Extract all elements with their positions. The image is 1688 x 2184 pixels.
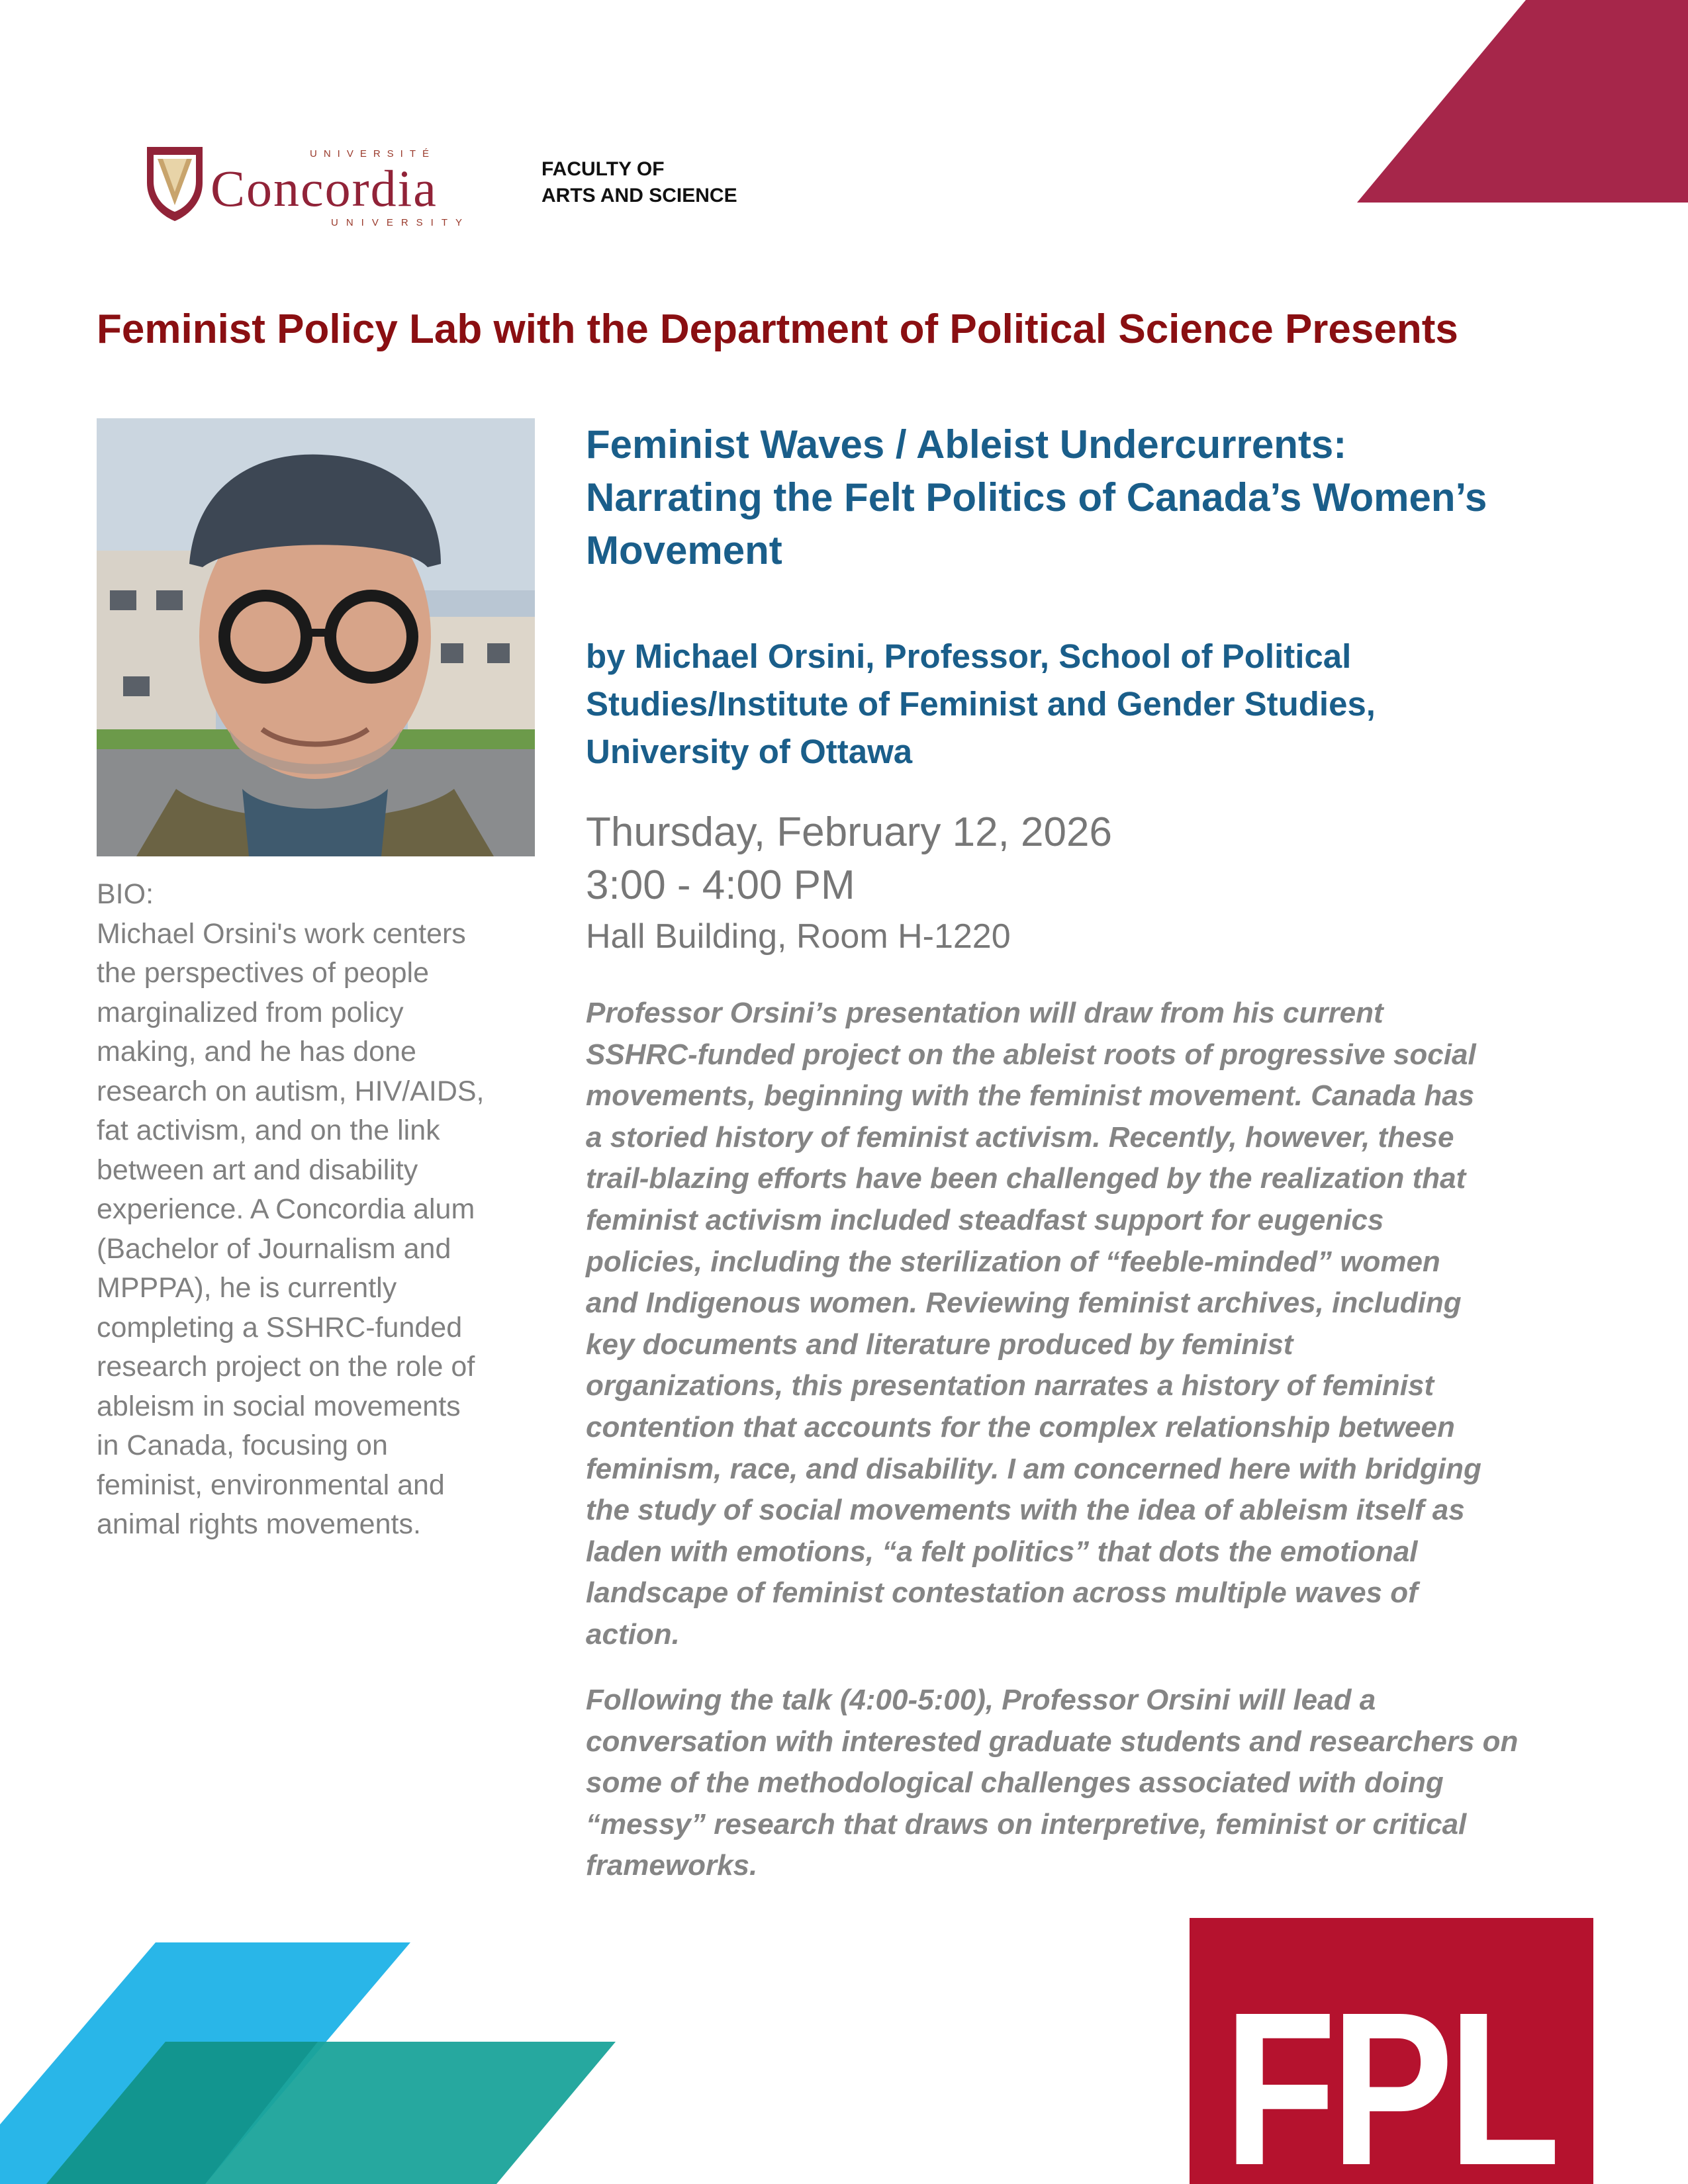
logo-bottom-text: UNIVERSITY bbox=[331, 217, 471, 228]
abstract-line: a storied history of feminist activism. Recently, however, these bbox=[586, 1120, 1454, 1154]
abstract-line: trail-blazing efforts have been challenged by the realization that bbox=[586, 1162, 1466, 1195]
bio-line: research on autism, HIV/AIDS, bbox=[97, 1075, 485, 1107]
fpl-logo bbox=[1190, 1918, 1593, 2184]
abstract-line: key documents and literature produced by feminist bbox=[586, 1328, 1293, 1361]
decorative-band-top-right bbox=[1357, 0, 1688, 203]
abstract-line: organizations, this presentation narrates a history of feminist bbox=[586, 1369, 1434, 1402]
event-location: Hall Building, Room H-1220 bbox=[586, 917, 1011, 956]
title-line: Narrating the Felt Politics of Canada’s Women’s bbox=[586, 475, 1487, 520]
bio-line: feminist, environmental and bbox=[97, 1469, 445, 1501]
title-line: Feminist Waves / Ableist Undercurrents: bbox=[586, 422, 1347, 467]
event-abstract bbox=[586, 993, 1671, 1656]
bio-line: ableism in social movements bbox=[97, 1390, 461, 1422]
abstract-line: contention that accounts for the complex relationship between bbox=[586, 1410, 1455, 1443]
bio-line: MPPPA), he is currently bbox=[97, 1272, 397, 1304]
abstract-line: feminist activism included steadfast support for eugenics bbox=[586, 1203, 1384, 1236]
faculty-name bbox=[541, 156, 737, 209]
event-time: 3:00 - 4:00 PM bbox=[586, 862, 855, 908]
byline-line: by Michael Orsini, Professor, School of Political bbox=[586, 637, 1352, 675]
bio-line: Michael Orsini's work centers bbox=[97, 917, 466, 950]
logo-wordmark: Concordia bbox=[211, 159, 438, 217]
faculty-line: FACULTY OF bbox=[541, 158, 665, 180]
fpl-logo-text: FPL bbox=[1224, 1966, 1558, 2184]
abstract-line: the study of social movements with the idea of ableism itself as bbox=[586, 1494, 1465, 1527]
bio-line: research project on the role of bbox=[97, 1351, 475, 1383]
followup-paragraph bbox=[586, 1680, 1671, 1887]
event-title bbox=[586, 418, 1645, 577]
bio-line: making, and he has done bbox=[97, 1036, 416, 1068]
bio-line: marginalized from policy bbox=[97, 996, 404, 1028]
bio-line: experience. A Concordia alum bbox=[97, 1193, 475, 1225]
abstract-line: and Indigenous women. Reviewing feminist archives, including bbox=[586, 1287, 1462, 1320]
byline-line: University of Ottawa bbox=[586, 733, 913, 770]
bio-line: (Bachelor of Journalism and bbox=[97, 1232, 451, 1265]
bio-line: the perspectives of people bbox=[97, 957, 429, 989]
concordia-shield-icon bbox=[144, 144, 205, 224]
followup-line: “messy” research that draws on interpretive, feminist or critical bbox=[586, 1807, 1467, 1841]
bio-line: in Canada, focusing on bbox=[97, 1430, 388, 1461]
bio-line: between art and disability bbox=[97, 1154, 418, 1186]
bio-line: completing a SSHRC-funded bbox=[97, 1311, 463, 1343]
abstract-line: feminism, race, and disability. I am concerned here with bridging bbox=[586, 1452, 1481, 1485]
bio-line: fat activism, and on the link bbox=[97, 1115, 440, 1146]
logo-top-text: UNIVERSITÉ bbox=[310, 148, 436, 159]
abstract-line: landscape of feminist contestation across multiple waves of bbox=[586, 1576, 1418, 1610]
event-date: Thursday, February 12, 2026 bbox=[586, 809, 1112, 855]
abstract-line: action. bbox=[586, 1617, 680, 1651]
bio-line: BIO: bbox=[97, 878, 154, 910]
followup-line: frameworks. bbox=[586, 1849, 758, 1882]
abstract-line: laden with emotions, “a felt politics” that dots the emotional bbox=[586, 1535, 1418, 1568]
followup-line: some of the methodological challenges associated with doing bbox=[586, 1766, 1444, 1799]
abstract-line: Professor Orsini’s presentation will draw from his current bbox=[586, 997, 1383, 1029]
abstract-line: policies, including the sterilization of “feeble-minded” women bbox=[586, 1245, 1440, 1278]
speaker-byline bbox=[586, 633, 1645, 776]
concordia-logo bbox=[144, 139, 502, 232]
fpl-logo-mark bbox=[1190, 1918, 1593, 2184]
abstract-line: SSHRC-funded project on the ableist roots of progressive social bbox=[586, 1038, 1476, 1071]
bio-line: animal rights movements. bbox=[97, 1508, 421, 1540]
followup-line: conversation with interested graduate students and researchers on bbox=[586, 1725, 1519, 1758]
abstract-line: movements, beginning with the feminist movement. Canada has bbox=[586, 1079, 1475, 1113]
speaker-bio bbox=[97, 875, 547, 1545]
presents-heading: Feminist Policy Lab with the Department of Political Science Presents bbox=[97, 306, 1458, 352]
title-line: Movement bbox=[586, 528, 782, 572]
decorative-bands-bottom-left bbox=[0, 1942, 616, 2184]
byline-line: Studies/Institute of Feminist and Gender Studies, bbox=[586, 685, 1376, 723]
speaker-photo bbox=[97, 418, 535, 856]
faculty-line: ARTS AND SCIENCE bbox=[541, 185, 737, 206]
followup-line: Following the talk (4:00-5:00), Professor Orsini will lead a bbox=[586, 1684, 1376, 1716]
